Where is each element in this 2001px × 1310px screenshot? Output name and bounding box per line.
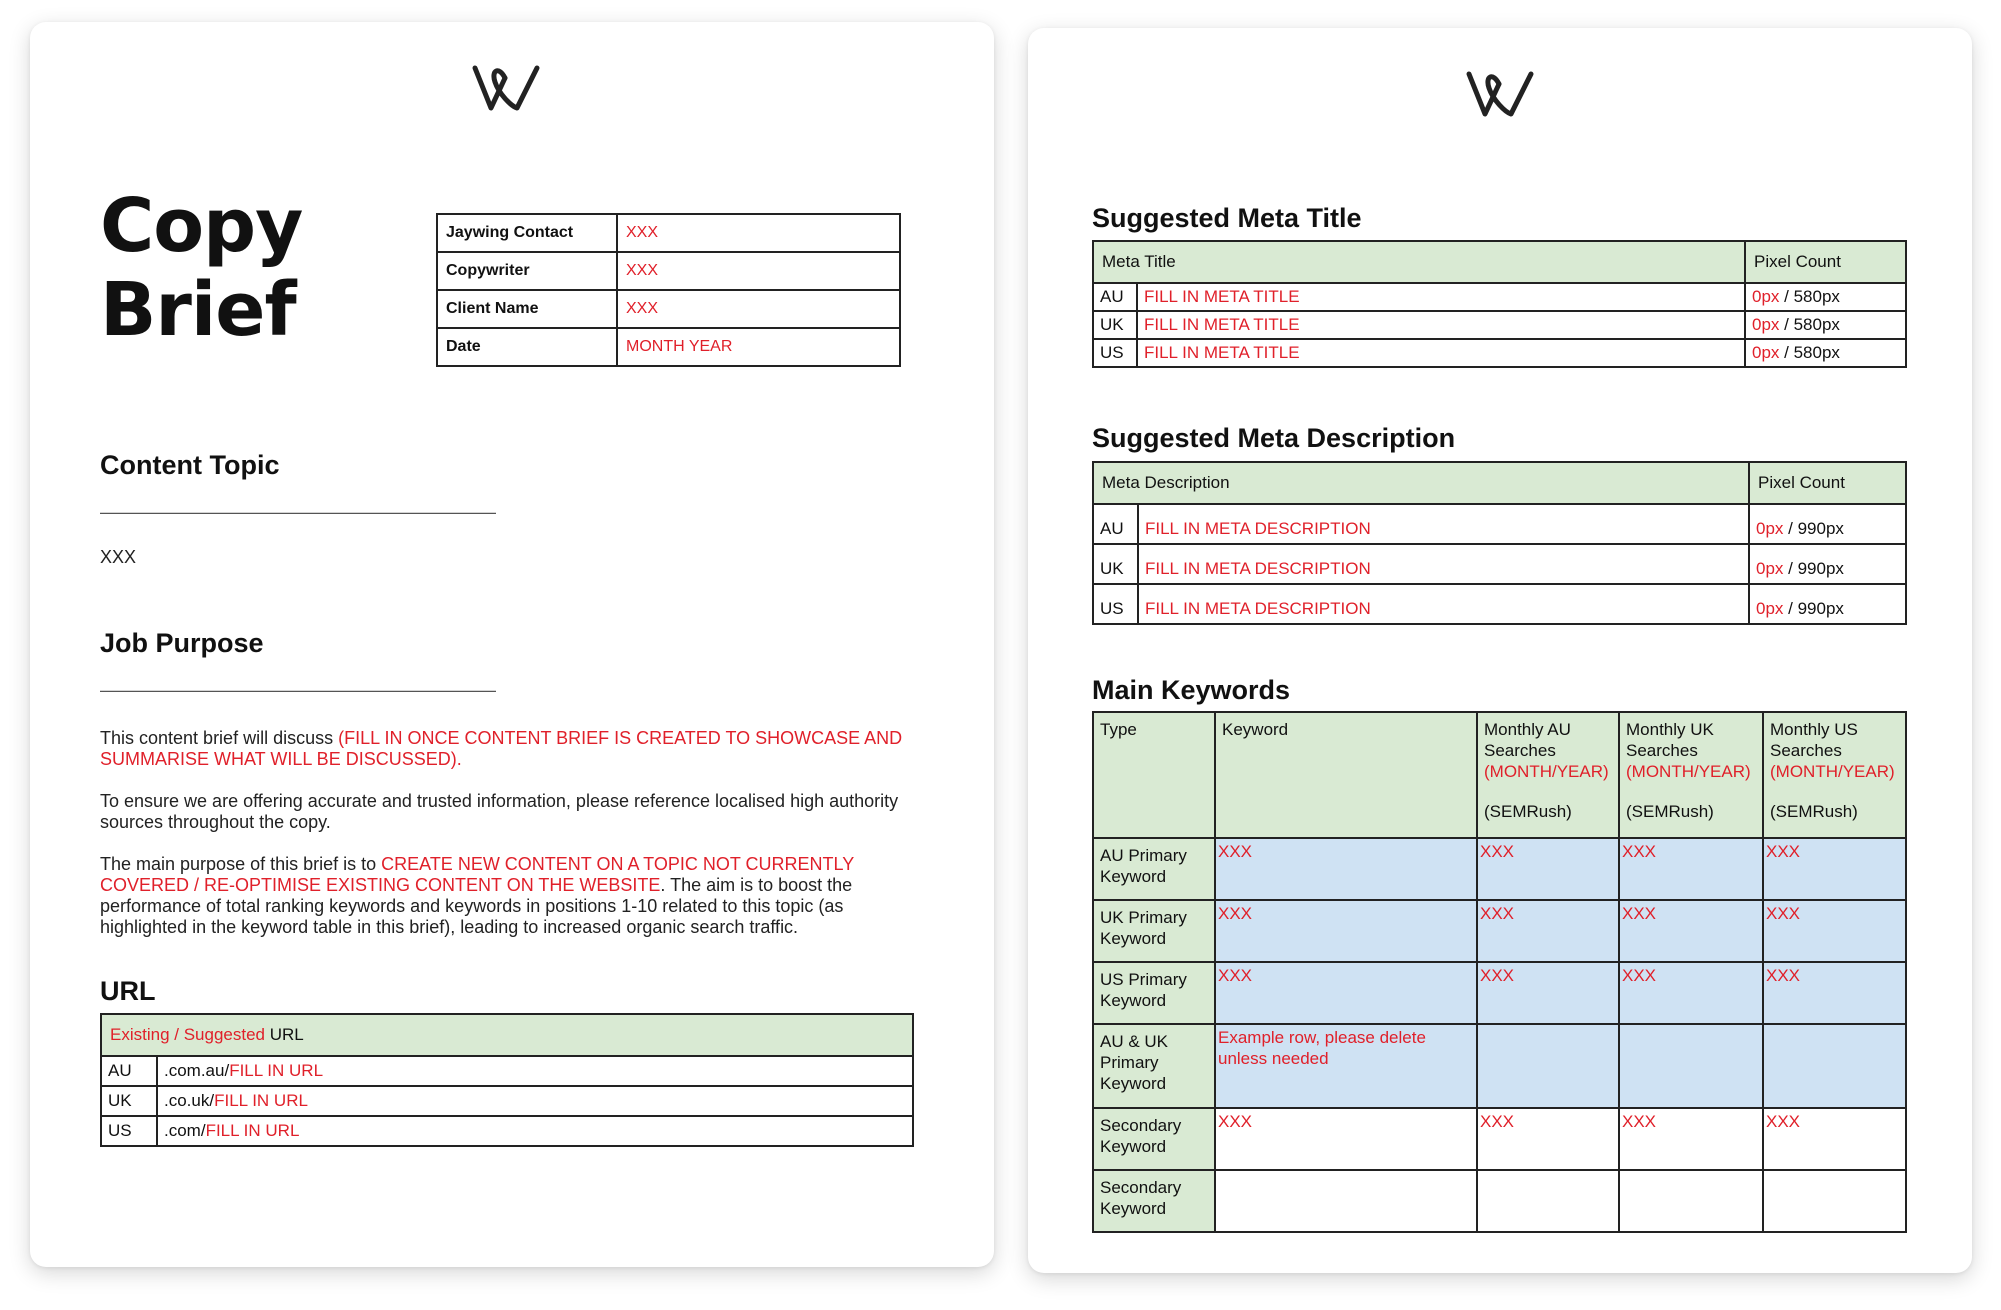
meta-title-table — [1092, 240, 1907, 368]
header-date-placeholder: (MONTH/YEAR) — [1770, 762, 1895, 781]
pixel-count-limit: / 580px — [1779, 343, 1840, 362]
job-purpose-paragraph-1 — [100, 728, 920, 770]
table-row — [1093, 1024, 1906, 1108]
us-searches-cell[interactable] — [1763, 1170, 1906, 1232]
au-searches-cell[interactable] — [1477, 1024, 1619, 1108]
country-code: AU — [101, 1056, 157, 1086]
detail-value[interactable]: XXX — [617, 252, 900, 290]
table-row — [437, 252, 900, 290]
column-header-monthly-us — [1763, 712, 1906, 838]
keyword-cell[interactable]: Example row, please delete unless needed — [1215, 1024, 1477, 1108]
meta-title-cell[interactable]: FILL IN META TITLE — [1137, 311, 1745, 339]
country-code: US — [101, 1116, 157, 1146]
meta-title-cell[interactable]: FILL IN META TITLE — [1137, 339, 1745, 367]
placeholder-text[interactable]: (FILL IN ONCE CONTENT BRIEF IS CREATED TO SHOWCASE AND SUMMARISE WHAT WILL BE DISCUSSED). — [100, 728, 903, 769]
copy-brief-page-1 — [30, 22, 994, 1267]
table-row — [1093, 584, 1906, 624]
header-label: Monthly UK Searches — [1626, 720, 1714, 760]
keyword-type: AU & UK Primary Keyword — [1093, 1024, 1215, 1108]
table-header-row — [1093, 712, 1906, 838]
table-row — [101, 1116, 913, 1146]
meta-description-cell[interactable]: FILL IN META DESCRIPTION — [1138, 544, 1749, 584]
meta-description-heading: Suggested Meta Description — [1092, 423, 1456, 453]
uk-searches-cell[interactable]: XXX — [1619, 838, 1763, 900]
paragraph-text: . The aim is to boost the performance of total ranking keywords and keywords in positions 1-10 related to this topic (as highlighted in the keyword table in this brief), leading to increased organic search traffic. — [100, 875, 853, 937]
header-placeholder: Existing / Suggested — [110, 1025, 265, 1044]
uk-searches-cell[interactable]: XXX — [1619, 1108, 1763, 1170]
us-searches-cell[interactable]: XXX — [1763, 838, 1906, 900]
keyword-type: UK Primary Keyword — [1093, 900, 1215, 962]
uk-searches-cell[interactable] — [1619, 1170, 1763, 1232]
column-header-monthly-au — [1477, 712, 1619, 838]
url-path: FILL IN URL — [229, 1061, 324, 1080]
au-searches-cell[interactable] — [1477, 1170, 1619, 1232]
meta-description-cell[interactable]: FILL IN META DESCRIPTION — [1138, 504, 1749, 544]
detail-value[interactable]: XXX — [617, 290, 900, 328]
url-domain: .com.au/ — [164, 1061, 230, 1080]
table-row — [1093, 283, 1906, 311]
table-row — [1093, 311, 1906, 339]
country-code: AU — [1093, 283, 1137, 311]
keyword-type: AU Primary Keyword — [1093, 838, 1215, 900]
table-row — [1093, 1108, 1906, 1170]
table-row — [1093, 900, 1906, 962]
uk-searches-cell[interactable]: XXX — [1619, 962, 1763, 1024]
document-title — [100, 184, 302, 352]
content-topic-heading: Content Topic — [100, 450, 280, 480]
au-searches-cell[interactable]: XXX — [1477, 900, 1619, 962]
uk-searches-cell[interactable] — [1619, 1024, 1763, 1108]
keyword-cell[interactable]: XXX — [1215, 900, 1477, 962]
header-source: (SEMRush) — [1484, 802, 1572, 821]
column-header-pixel-count: Pixel Count — [1749, 462, 1906, 504]
detail-value[interactable]: XXX — [617, 214, 900, 252]
country-code: US — [1093, 339, 1137, 367]
meta-description-table — [1092, 461, 1907, 625]
column-header-keyword: Keyword — [1215, 712, 1477, 838]
pixel-count-value: 0px — [1752, 343, 1780, 362]
keyword-cell[interactable]: XXX — [1215, 962, 1477, 1024]
keyword-type: Secondary Keyword — [1093, 1108, 1215, 1170]
url-path: FILL IN URL — [205, 1121, 300, 1140]
pixel-count-value: 0px — [1752, 315, 1780, 334]
meta-title-cell[interactable]: FILL IN META TITLE — [1137, 283, 1745, 311]
header-source: (SEMRush) — [1770, 802, 1858, 821]
pixel-count-value: 0px — [1752, 287, 1780, 306]
table-header-row — [1093, 241, 1906, 283]
column-header-meta-description: Meta Description — [1093, 462, 1749, 504]
keyword-type: Secondary Keyword — [1093, 1170, 1215, 1232]
pixel-count-value: 0px — [1756, 599, 1784, 618]
content-topic-divider: —————————————————————— — [100, 502, 496, 522]
table-row — [437, 290, 900, 328]
country-code: UK — [1093, 544, 1138, 584]
column-header-meta-title: Meta Title — [1093, 241, 1745, 283]
table-row — [1093, 504, 1906, 544]
url-cell[interactable] — [157, 1116, 913, 1146]
keyword-type: US Primary Keyword — [1093, 962, 1215, 1024]
au-searches-cell[interactable]: XXX — [1477, 838, 1619, 900]
column-header-pixel-count: Pixel Count — [1745, 241, 1906, 283]
header-label: Monthly US Searches — [1770, 720, 1858, 760]
country-code: UK — [101, 1086, 157, 1116]
pixel-count-limit: / 990px — [1783, 519, 1844, 538]
us-searches-cell[interactable] — [1763, 1024, 1906, 1108]
column-header-monthly-uk — [1619, 712, 1763, 838]
table-header-row — [1093, 462, 1906, 504]
url-table-header — [101, 1014, 913, 1056]
table-row — [437, 328, 900, 366]
detail-label: Copywriter — [437, 252, 617, 290]
paragraph-text: This content brief will discuss — [100, 728, 339, 748]
job-purpose-divider: —————————————————————— — [100, 680, 496, 700]
placeholder-text[interactable]: CREATE NEW CONTENT ON A TOPIC NOT CURRENTLY COVERED / RE-OPTIMISE EXISTING CONTENT ON THE WEBSITE — [100, 854, 854, 895]
table-row — [437, 214, 900, 252]
keyword-cell[interactable]: XXX — [1215, 1108, 1477, 1170]
table-row — [101, 1056, 913, 1086]
table-row — [1093, 339, 1906, 367]
column-header-type: Type — [1093, 712, 1215, 838]
au-searches-cell[interactable]: XXX — [1477, 962, 1619, 1024]
header-text: URL — [264, 1025, 304, 1044]
title-line-copy: Copy — [100, 183, 303, 269]
url-cell[interactable] — [157, 1056, 913, 1086]
table-header-row — [101, 1014, 913, 1056]
us-searches-cell[interactable]: XXX — [1763, 962, 1906, 1024]
meta-description-cell[interactable]: FILL IN META DESCRIPTION — [1138, 584, 1749, 624]
url-cell[interactable] — [157, 1086, 913, 1116]
au-searches-cell[interactable]: XXX — [1477, 1108, 1619, 1170]
pixel-count-limit: / 580px — [1779, 287, 1840, 306]
job-purpose-paragraph-3 — [100, 854, 920, 938]
jaywing-logo-icon — [471, 62, 543, 114]
url-heading: URL — [100, 976, 156, 1006]
pixel-count-value: 0px — [1756, 559, 1784, 578]
copy-brief-page-2 — [1028, 28, 1972, 1273]
pixel-count-limit: / 990px — [1783, 599, 1844, 618]
url-table — [100, 1013, 914, 1147]
jaywing-logo-icon — [1465, 68, 1537, 120]
pixel-count-value: 0px — [1756, 519, 1784, 538]
detail-value[interactable]: MONTH YEAR — [617, 328, 900, 366]
table-row — [101, 1086, 913, 1116]
job-purpose-heading: Job Purpose — [100, 628, 264, 658]
pixel-count-cell — [1749, 584, 1906, 624]
header-date-placeholder: (MONTH/YEAR) — [1484, 762, 1609, 781]
table-row — [1093, 962, 1906, 1024]
brief-details-table — [436, 213, 901, 367]
content-topic-value[interactable]: XXX — [100, 547, 137, 567]
header-date-placeholder: (MONTH/YEAR) — [1626, 762, 1751, 781]
url-domain: .com/ — [164, 1121, 206, 1140]
paragraph-text: The main purpose of this brief is to — [100, 854, 382, 874]
detail-label: Jaywing Contact — [437, 214, 617, 252]
country-code: UK — [1093, 311, 1137, 339]
header-source: (SEMRush) — [1626, 802, 1714, 821]
header-label: Monthly AU Searches — [1484, 720, 1571, 760]
url-domain: .co.uk/ — [164, 1091, 215, 1110]
pixel-count-cell — [1745, 283, 1906, 311]
pixel-count-cell — [1745, 311, 1906, 339]
us-searches-cell[interactable]: XXX — [1763, 1108, 1906, 1170]
country-code: US — [1093, 584, 1138, 624]
pixel-count-cell — [1749, 544, 1906, 584]
pixel-count-cell — [1749, 504, 1906, 544]
meta-title-heading: Suggested Meta Title — [1092, 203, 1362, 233]
detail-label: Date — [437, 328, 617, 366]
detail-label: Client Name — [437, 290, 617, 328]
keyword-cell[interactable]: XXX — [1215, 838, 1477, 900]
pixel-count-limit: / 990px — [1783, 559, 1844, 578]
main-keywords-table — [1092, 711, 1907, 1233]
table-row — [1093, 544, 1906, 584]
job-purpose-paragraph-2: To ensure we are offering accurate and trusted information, please reference localised high authority sources throughout the copy. — [100, 791, 899, 832]
keyword-cell[interactable] — [1215, 1170, 1477, 1232]
title-line-brief: Brief — [100, 267, 296, 353]
us-searches-cell[interactable]: XXX — [1763, 900, 1906, 962]
table-row — [1093, 1170, 1906, 1232]
pixel-count-cell — [1745, 339, 1906, 367]
uk-searches-cell[interactable]: XXX — [1619, 900, 1763, 962]
country-code: AU — [1093, 504, 1138, 544]
table-row — [1093, 838, 1906, 900]
url-path: FILL IN URL — [214, 1091, 308, 1110]
main-keywords-heading: Main Keywords — [1092, 675, 1291, 705]
pixel-count-limit: / 580px — [1779, 315, 1840, 334]
